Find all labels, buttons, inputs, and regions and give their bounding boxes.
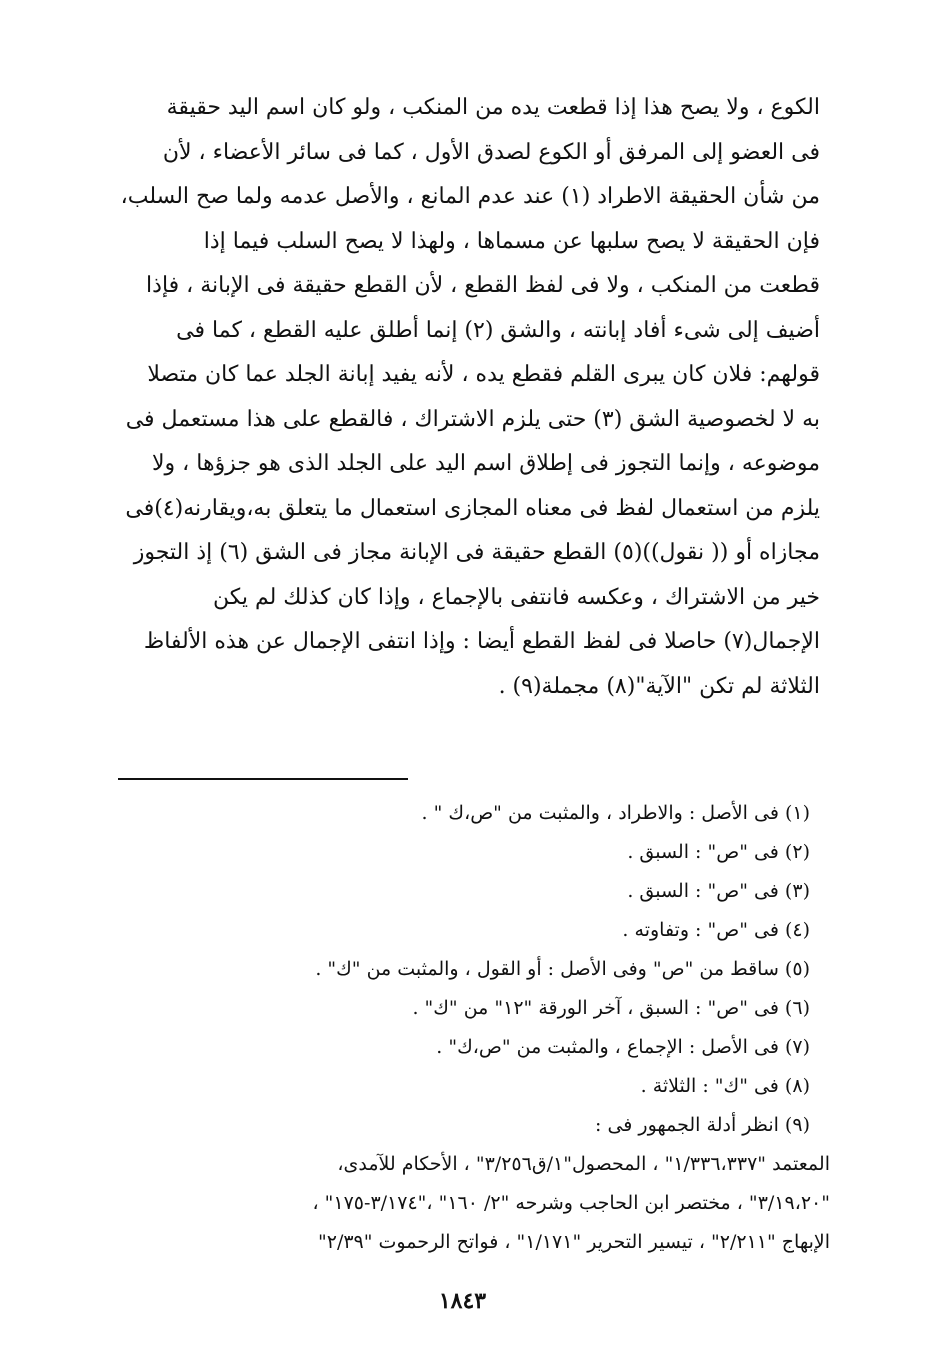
text-line: فى العضو إلى المرفق أو الكوع لصدق الأول ، كما فى سائر الأعضاء ، لأن bbox=[162, 139, 820, 165]
text-line: الإجمال(٧) حاصلا فى لفظ القطع أيضا : وإذا انتفى الإجمال عن هذه الألفاظ bbox=[143, 629, 820, 654]
footnote: (٣) فى "ص" : السبق . bbox=[627, 880, 810, 902]
text-line: به لا لخصوصية الشق (٣) حتى يلزم الاشتراك ، فالقطع على هذا مستعمل فى bbox=[125, 406, 820, 432]
text-line: موضوعه ، وإنما التجوز فى إطلاق اسم اليد على الجلد الذى هو جزؤها ، ولا bbox=[152, 451, 820, 476]
text-line: من شأن الحقيقة الاطراد (١) عند عدم المانع ، والأصل عدمه ولما صح السلب، bbox=[120, 184, 820, 209]
text-line: أضيف إلى شىء أفاد إبانته ، والشق (٢) إنما أطلق عليه القطع ، كما فى bbox=[176, 317, 820, 343]
text-line: يلزم من استعمال لفظ فى معناه المجازى استعمال ما يتعلق به،ويقارنه(٤)فى bbox=[125, 495, 820, 521]
text-line: مجازاه أو (( نقول))(٥) القطع حقيقة فى الإبانة مجاز فى الشق (٦) إذ التجوز bbox=[133, 540, 820, 565]
footnote: (٨) فى "ك" : الثلاثة . bbox=[640, 1075, 810, 1097]
footnote: (٩) انظر أدلة الجمهور فى : bbox=[595, 1114, 810, 1136]
page-number: ١٨٤٣ bbox=[438, 1288, 487, 1314]
text-line: الكوع ، ولا يصح هذا إذا قطعت يده من المنكب ، ولو كان اسم اليد حقيقة bbox=[166, 95, 820, 120]
text-line: قطعت من المنكب ، ولا فى لفظ القطع ، لأن القطع حقيقة فى الإبانة ، فإذا bbox=[146, 273, 820, 298]
footnote: (٦) فى "ص" : السبق ، آخر الورقة "١٢" من "ك" . bbox=[412, 997, 810, 1019]
footnote: (٤) فى "ص" : وتفاوته . bbox=[622, 919, 810, 941]
footnotes bbox=[110, 794, 830, 1262]
footnote-separator bbox=[118, 778, 408, 780]
text-line: قولهم: فلان كان يبرى القلم فقطع يده ، لأنه يفيد إبانة الجلد عما كان متصلا bbox=[147, 362, 820, 387]
footnote-continuation: "٣/١٩،٢٠" ، مختصر ابن الحاجب وشرحه "٢/ ١٦٠" ،"٣/١٧٤-١٧٥" ، bbox=[312, 1192, 830, 1214]
main-text bbox=[108, 86, 820, 709]
footnote-continuation: الإبهاج "٢/٢١١" ، تيسير التحرير "١/١٧١" ، فواتح الرحموت "٢/٣٩" bbox=[317, 1231, 830, 1253]
footnote-continuation: المعتمد "١/٣٣٦،٣٣٧" ، المحصول"١/ق٣/٢٥٦" ، الأحكام للآمدى، bbox=[337, 1153, 830, 1175]
text-line: خير من الاشتراك ، وعكسه فانتفى بالإجماع ، وإذا كان كذلك لم يكن bbox=[212, 584, 820, 610]
footnote: (٧) فى الأصل : الإجماع ، والمثبت من "ص،ك" . bbox=[436, 1036, 810, 1058]
text-line: فإن الحقيقة لا يصح سلبها عن مسماها ، ولهذا لا يصح السلب فيما إذا bbox=[203, 228, 820, 254]
footnote: (١) فى الأصل : والاطراد ، والمثبت من "ص،ك " . bbox=[421, 802, 810, 824]
text-line: الثلاثة لم تكن "الآية"(٨) مجملة(٩) . bbox=[498, 673, 820, 699]
footnote: (٥) ساقط من "ص" وفى الأصل : أو القول ، والمثبت من "ك" . bbox=[315, 958, 810, 980]
footnote: (٢) فى "ص" : السبق . bbox=[627, 841, 810, 863]
